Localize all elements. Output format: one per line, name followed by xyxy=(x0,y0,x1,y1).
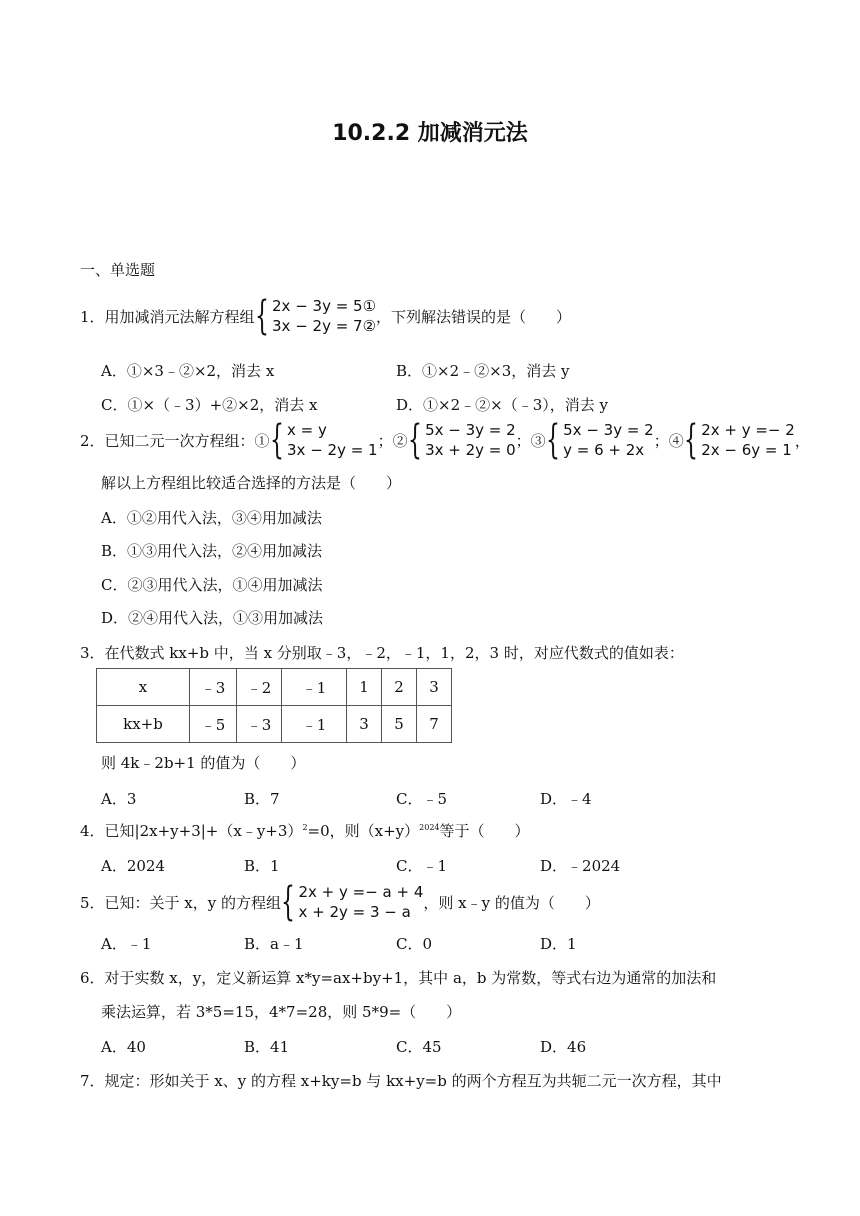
q4-part-2: =0，则（x+y） xyxy=(307,822,420,840)
q1-prefix: 1．用加减消元法解方程组 xyxy=(80,307,255,326)
q5-prefix: 5．已知：关于 x，y 的方程组 xyxy=(80,893,282,912)
q5-eq1: 2x + y =− a + 4 xyxy=(298,883,424,901)
q5-brace: { xyxy=(281,879,296,925)
q2-sep-2: ；③ xyxy=(515,431,546,450)
table-cell: 5 xyxy=(382,706,417,743)
q1-system xyxy=(272,296,376,336)
q3-option-c: C．﹣5 xyxy=(396,790,448,808)
q1-eq2: 3x − 2y = 7② xyxy=(272,317,377,335)
q7-line-1: 7．规定：形如关于 x、y 的方程 x+ky=b 与 kx+y=b 的两个方程互为共轭二元一次方程，其中 xyxy=(80,1072,722,1090)
q6-option-a: A．40 xyxy=(101,1038,146,1056)
table-cell: x xyxy=(97,669,190,706)
q3-option-b: B．7 xyxy=(244,790,280,808)
question-4 xyxy=(80,820,530,841)
q6-line-2: 乘法运算，若 3*5=15，4*7=28，则 5*9=（ ） xyxy=(101,1003,462,1021)
q2-system-2 xyxy=(425,420,516,460)
q6-option-c: C．45 xyxy=(396,1038,442,1056)
q2-s2-eq1: 5x − 3y = 2 xyxy=(425,421,516,439)
table-cell: ﹣1 xyxy=(282,669,347,706)
table-cell: 2 xyxy=(382,669,417,706)
q2-s1-eq1: x = y xyxy=(287,421,327,439)
q2-brace-3: { xyxy=(545,417,560,463)
q3-text: 3．在代数式 kx+b 中，当 x 分别取﹣3，﹣2，﹣1，1，2，3 时，对应代数式的值如表： xyxy=(80,644,684,662)
table-cell: ﹣3 xyxy=(190,669,237,706)
q6-line-1: 6．对于实数 x，y，定义新运算 x*y=ax+by+1，其中 a，b 为常数，等式右边为通常的加法和 xyxy=(80,969,717,987)
table-cell: 3 xyxy=(347,706,382,743)
q2-s3-eq2: y = 6 + 2x xyxy=(563,441,645,459)
q2-brace-4: { xyxy=(683,417,698,463)
q2-option-c: C．②③用代入法，①④用加减法 xyxy=(101,576,323,594)
table-cell: ﹣2 xyxy=(237,669,282,706)
q2-option-d: D．②④用代入法，①③用加减法 xyxy=(101,609,324,627)
q4-option-a: A．2024 xyxy=(101,857,166,875)
table-cell: kx+b xyxy=(97,706,190,743)
q2-line-2: 解以上方程组比较适合选择的方法是（ ） xyxy=(101,474,402,492)
table-cell: ﹣5 xyxy=(190,706,237,743)
q3-option-d: D．﹣4 xyxy=(540,790,592,808)
table-row xyxy=(97,669,452,706)
q3-value-table xyxy=(96,668,452,743)
q4-option-b: B．1 xyxy=(244,857,280,875)
q2-prefix: 2．已知二元一次方程组：① xyxy=(80,431,270,450)
table-cell: ﹣3 xyxy=(237,706,282,743)
q2-end: ， xyxy=(794,431,810,450)
q1-option-d: D．①×2﹣②×（﹣3），消去 y xyxy=(396,396,608,414)
q1-brace: { xyxy=(254,293,269,339)
q2-system-3 xyxy=(563,420,654,460)
q1-option-b: B．①×2﹣②×3，消去 y xyxy=(396,362,570,380)
q2-s2-eq2: 3x + 2y = 0 xyxy=(425,441,516,459)
q5-suffix: ，则 x﹣y 的值为（ ） xyxy=(423,893,600,912)
q4-part-1: 4．已知|2x+y+3|+（x﹣y+3） xyxy=(80,822,303,840)
page-title: 10.2.2 加减消元法 xyxy=(332,121,528,146)
q4-option-d: D．﹣2024 xyxy=(540,857,621,875)
q2-sep-1: ；② xyxy=(377,431,408,450)
q2-s1-eq2: 3x − 2y = 1 xyxy=(287,441,378,459)
q6-option-d: D．46 xyxy=(540,1038,587,1056)
q2-option-b: B．①③用代入法，②④用加减法 xyxy=(101,542,323,560)
q5-option-a: A．﹣1 xyxy=(101,935,152,953)
q2-s4-eq2: 2x − 6y = 1 xyxy=(701,441,792,459)
q2-brace-1: { xyxy=(269,417,284,463)
question-2 xyxy=(80,417,810,463)
question-5 xyxy=(80,879,600,925)
q5-option-b: B．a﹣1 xyxy=(244,935,304,953)
q1-option-c: C．①×（﹣3）+②×2，消去 x xyxy=(101,396,318,414)
q4-part-3: 等于（ ） xyxy=(439,822,530,840)
table-cell: 7 xyxy=(417,706,452,743)
q2-option-a: A．①②用代入法，③④用加减法 xyxy=(101,509,322,527)
q1-suffix: ，下列解法错误的是（ ） xyxy=(376,307,572,326)
q4-option-c: C．﹣1 xyxy=(396,857,448,875)
q5-eq2: x + 2y = 3 − a xyxy=(298,903,411,921)
section-heading: 一、单选题 xyxy=(80,261,156,279)
q2-s4-eq1: 2x + y =− 2 xyxy=(701,421,795,439)
q3-option-a: A．3 xyxy=(101,790,137,808)
q2-sep-3: ；④ xyxy=(653,431,684,450)
q2-brace-2: { xyxy=(407,417,422,463)
q2-s3-eq1: 5x − 3y = 2 xyxy=(563,421,654,439)
q2-system-1 xyxy=(287,420,378,460)
q5-system xyxy=(298,882,423,922)
q4-exponent-1: 2 xyxy=(302,823,308,832)
q2-system-4 xyxy=(701,420,795,460)
q3-after: 则 4k﹣2b+1 的值为（ ） xyxy=(101,754,306,772)
q6-option-b: B．41 xyxy=(244,1038,290,1056)
q5-option-d: D．1 xyxy=(540,935,577,953)
table-cell: ﹣1 xyxy=(282,706,347,743)
question-1 xyxy=(80,293,572,339)
table-row xyxy=(97,706,452,743)
table-cell: 3 xyxy=(417,669,452,706)
q4-exponent-2: 2024 xyxy=(419,823,440,832)
q5-option-c: C．0 xyxy=(396,935,433,953)
q1-eq1: 2x − 3y = 5① xyxy=(272,297,377,315)
table-cell: 1 xyxy=(347,669,382,706)
q1-option-a: A．①×3﹣②×2，消去 x xyxy=(101,362,275,380)
